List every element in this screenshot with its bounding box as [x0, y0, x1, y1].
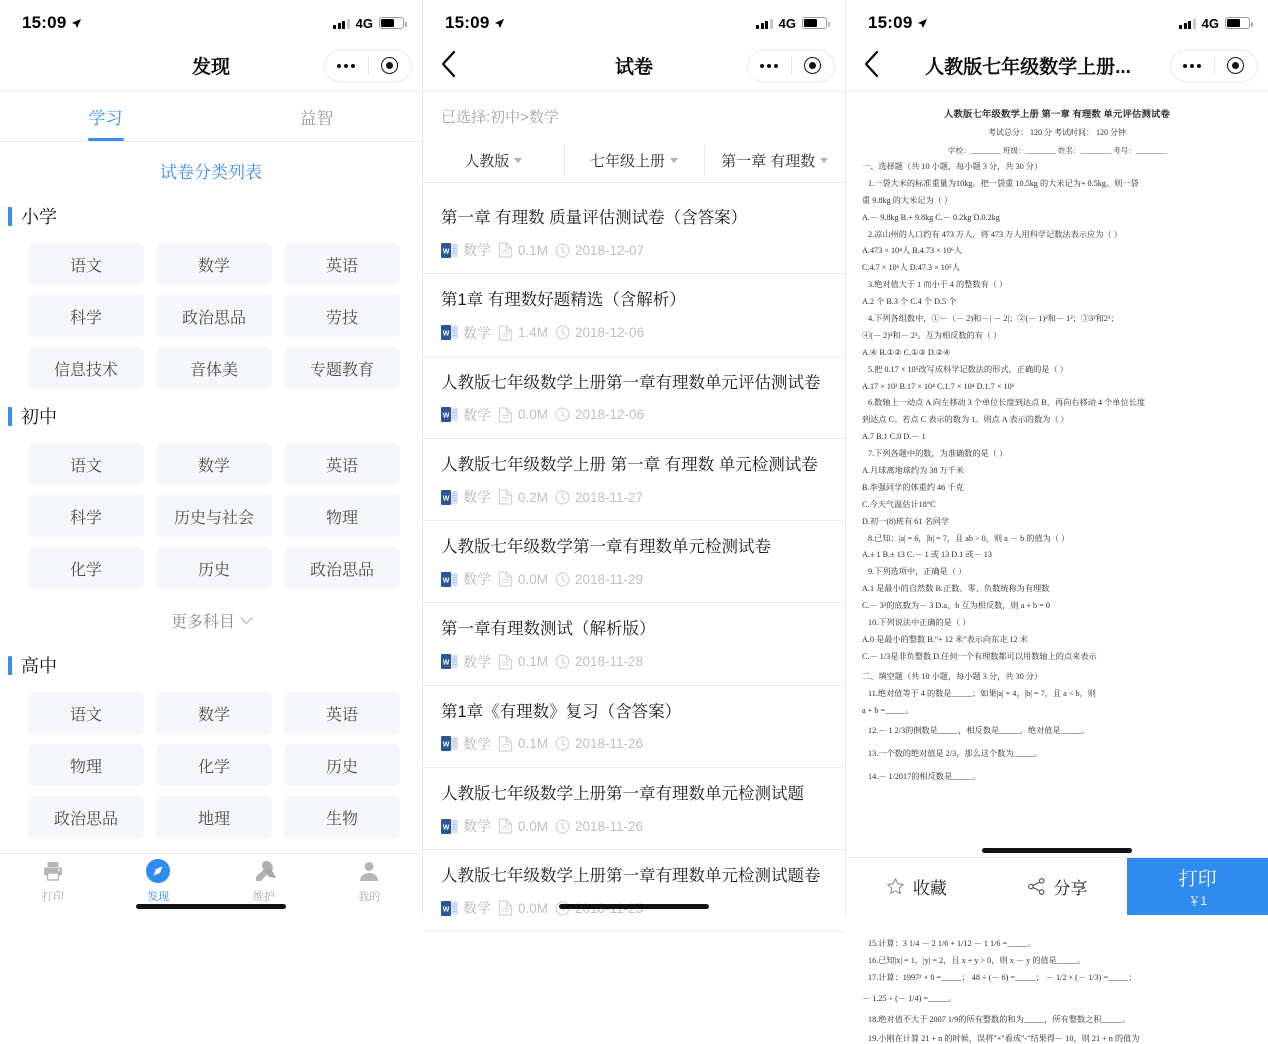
paper-line: A.月球离地球约为 38 万千米 — [862, 466, 965, 476]
doc-size: 0.1M — [518, 654, 549, 670]
paper-line: 18.绝对值不大于 2007 1/9的所有整数的和为_____，所有整数之积_____。 — [868, 1014, 1131, 1024]
clock-icon — [555, 243, 570, 258]
home-indicator — [136, 904, 286, 909]
location-arrow-icon — [494, 18, 505, 29]
doc-subject: 数学 — [463, 571, 491, 588]
chevron-down-icon — [240, 611, 253, 624]
print-label: 打印 — [1178, 869, 1217, 890]
doc-title: 第一章有理数测试（解析版） — [441, 620, 656, 639]
doc-meta — [441, 323, 827, 343]
list-item[interactable] — [423, 439, 845, 521]
share-icon — [1027, 877, 1046, 896]
doc-type — [441, 652, 491, 672]
selected-path-label: 已选择:初中>数学 — [441, 109, 559, 126]
paper-line: 16.已知|x| = 1，|y| = 2，且 x + y > 0，则 x － y 的值是_____。 — [868, 955, 1086, 965]
subject-chip[interactable]: 英语 — [284, 692, 400, 734]
subject-chip[interactable]: 政治思品 — [28, 796, 144, 838]
list-item[interactable] — [423, 274, 845, 356]
doc-date-group — [555, 243, 644, 258]
favorite-button[interactable] — [846, 858, 987, 915]
doc-size: 1.4M — [518, 325, 549, 341]
list-item[interactable] — [423, 192, 845, 274]
filter-publisher[interactable] — [423, 139, 564, 182]
page-title: 发现 — [191, 57, 230, 78]
paper-line: A.17 × 10³ B.17 × 10⁴ C.1.7 × 10⁴ D.1.7 × 10⁶ — [862, 381, 1015, 391]
word-icon — [441, 900, 458, 917]
subject-chip[interactable]: 英语 — [284, 243, 400, 285]
subject-chip[interactable]: 化学 — [156, 744, 272, 786]
doc-date: 2018-12-07 — [575, 242, 645, 258]
clock-icon — [555, 325, 570, 340]
subject-chip[interactable]: 英语 — [284, 443, 400, 485]
clock-icon — [555, 407, 570, 422]
section-name: 初中 — [21, 407, 57, 427]
share-button[interactable] — [987, 858, 1128, 915]
doc-title: 人教版七年级数学上册第一章有理数单元检测试题 — [441, 784, 804, 803]
doc-title: 人教版七年级数学上册第一章有理数单元评估测试卷 — [441, 373, 821, 392]
svg-text:W: W — [442, 412, 450, 420]
file-icon — [498, 325, 513, 341]
tabbar-item-print[interactable] — [0, 854, 106, 907]
doc-meta — [441, 240, 827, 260]
file-icon — [498, 818, 513, 834]
subject-chip[interactable]: 政治思品 — [284, 547, 400, 589]
status-right — [1179, 16, 1250, 31]
section-name: 小学 — [21, 207, 57, 227]
section-header-primary — [0, 197, 422, 239]
paper-line: C.－ 3²的底数为－ 3 D.a、b 互为相反数，则 a + b = 0 — [862, 601, 1050, 611]
target-icon[interactable] — [792, 57, 835, 74]
doc-date: 2018-11-26 — [575, 818, 644, 834]
list-item[interactable] — [423, 850, 845, 932]
svg-text:W: W — [442, 248, 450, 256]
tabbar-label: 打印 — [41, 890, 64, 903]
subject-chip[interactable]: 物理 — [284, 495, 400, 537]
list-item[interactable] — [423, 521, 845, 603]
doc-type — [441, 816, 491, 836]
battery-icon — [802, 17, 827, 29]
tab-study-label: 学习 — [88, 109, 123, 128]
svg-text:W: W — [442, 330, 450, 338]
subject-chip[interactable]: 科学 — [28, 495, 144, 537]
doc-size-group — [498, 407, 548, 423]
paper-line: A.± 1 B.± 13 C.－ 1 或 13 D.1 或－ 13 — [862, 550, 992, 560]
status-right — [756, 16, 827, 31]
clock-icon — [555, 654, 570, 669]
doc-date: 2018-12-06 — [575, 325, 645, 341]
doc-type — [441, 240, 491, 260]
status-bar — [846, 0, 1268, 40]
section-header-high — [0, 646, 422, 688]
filter-chapter[interactable] — [704, 139, 845, 182]
subject-chip[interactable]: 信息技术 — [28, 347, 144, 389]
tabbar-item-maintenance[interactable] — [211, 854, 317, 907]
tabbar-label: 维护 — [252, 890, 275, 903]
word-icon — [441, 489, 458, 506]
list-item[interactable] — [423, 603, 845, 685]
file-icon — [498, 571, 513, 587]
doc-date: 2018-12-06 — [575, 407, 645, 423]
paper-line: 重 9.8kg 的大米记为（ ） — [862, 195, 953, 205]
doc-date: 2018-11-26 — [575, 736, 644, 752]
network-label: 4G — [778, 15, 796, 31]
tabbar-item-discover[interactable] — [106, 854, 212, 907]
paper-line: 19.小刚在计算 21 + n 的时候，误将"+"看成"-"结果得－ 10，则 21 + n 的值为 — [868, 1033, 1140, 1043]
status-time-group — [22, 13, 82, 33]
paper-line: 3.绝对值大于 1 而小于 4 的整数有（ ） — [868, 280, 1008, 290]
doc-size: 0.1M — [518, 736, 549, 752]
doc-size: 0.2M — [518, 489, 549, 505]
paper-line: C.今天气温估计18°C — [862, 499, 936, 509]
person-icon — [357, 858, 381, 884]
doc-title: 人教版七年级数学第一章有理数单元检测试卷 — [441, 538, 771, 557]
paper-line: ④(－ 2)³和－ 2³。互为相反数的有（ ） — [862, 330, 1002, 340]
doc-date-group — [555, 572, 643, 587]
doc-date-group — [555, 325, 644, 340]
svg-text:W: W — [442, 906, 450, 914]
more-dots-icon[interactable] — [325, 64, 368, 68]
doc-title: 第1章《有理数》复习（含答案） — [441, 702, 682, 721]
file-icon — [498, 900, 513, 916]
subject-chip[interactable]: 政治思品 — [156, 295, 272, 337]
subject-chip[interactable]: 音体美 — [156, 347, 272, 389]
location-arrow-icon — [917, 18, 928, 29]
svg-text:W: W — [442, 659, 450, 667]
file-icon — [498, 736, 513, 752]
doc-type — [441, 569, 491, 589]
back-button[interactable] — [441, 51, 467, 81]
subject-grid-middle — [0, 439, 422, 597]
doc-title: 第一章 有理数 质量评估测试卷（含答案） — [441, 209, 748, 227]
list-title: 试卷分类列表 — [160, 163, 262, 182]
word-icon — [441, 735, 458, 752]
paper-line: A.－ 9.8kg B.+ 9.8kg C.－ 0.2kg D.0.2kg — [862, 212, 1000, 222]
status-bar — [0, 0, 422, 40]
doc-date-group — [555, 819, 643, 834]
signal-icon — [333, 18, 350, 29]
screen-discover — [0, 0, 423, 915]
doc-meta — [441, 652, 827, 672]
word-icon — [441, 324, 458, 341]
doc-subject: 数学 — [463, 735, 491, 752]
subject-chip[interactable]: 科学 — [28, 295, 144, 337]
status-time: 15:09 — [445, 13, 490, 32]
tab-study[interactable] — [0, 92, 211, 141]
print-button[interactable] — [1127, 858, 1268, 915]
status-right — [333, 16, 404, 31]
subject-grid-high — [0, 688, 422, 846]
doc-type — [441, 734, 491, 754]
paper-title: 人教版七年级数学上册 第一章 有理数 单元评估测试卷 — [943, 110, 1170, 120]
wechat-capsule — [747, 50, 835, 82]
subject-chip[interactable]: 劳技 — [284, 295, 400, 337]
filter-bar — [423, 139, 845, 183]
signal-icon — [756, 18, 773, 29]
doc-size-group — [498, 325, 548, 341]
target-icon[interactable] — [1215, 57, 1258, 74]
paper-line: 8.已知：|a| = 6，|b| = 7，且 ab > 0，则 a － b 的值为（ ） — [868, 533, 1070, 543]
paper-line: A.0 是最小的整数 B."+ 12 米"表示向东走 12 米 — [862, 634, 1028, 644]
print-price: ￥1 — [1188, 894, 1208, 908]
doc-date: 2018-11-27 — [575, 489, 644, 505]
word-icon — [441, 818, 458, 835]
subject-chip[interactable]: 历史 — [156, 547, 272, 589]
chevron-down-icon — [670, 158, 678, 163]
segment-tabs — [0, 92, 422, 142]
clock-icon — [555, 572, 570, 587]
doc-date-group — [555, 654, 643, 669]
doc-size-group — [498, 900, 548, 916]
home-indicator — [982, 848, 1132, 853]
paper-line: 2.凉山州的人口约有 473 万人，将 473 万人用科学记数法表示应为（ ） — [868, 229, 1122, 239]
paper-line: 一、选择题（共 10 小题，每小题 3 分，共 30 分） — [862, 162, 1043, 171]
status-bar — [423, 0, 845, 40]
doc-date-group — [555, 407, 644, 422]
paper-line: 6.数轴上一动点 A 向左移动 3 个单位长度到达点 B，再向右移动 4 个单位长度 — [868, 398, 1146, 408]
category-scroll[interactable] — [0, 142, 422, 853]
document-list[interactable] — [423, 192, 845, 915]
paper-line: A.2 个 B.3 个 C.4 个 D.5 个 — [862, 297, 957, 307]
compass-icon — [145, 858, 171, 884]
word-icon — [441, 653, 458, 670]
nav-bar-paper-list — [423, 40, 845, 92]
paper-line: 1.一袋大米的标准重量为10kg。把一袋重 10.5kg 的大米记为+ 0.5kg。则一袋 — [868, 178, 1139, 188]
doc-type — [441, 323, 491, 343]
doc-subject: 数学 — [463, 406, 491, 423]
doc-meta — [441, 487, 827, 507]
word-icon — [441, 406, 458, 423]
doc-size-group — [498, 654, 548, 670]
subject-chip[interactable]: 地理 — [156, 796, 272, 838]
signal-icon — [1179, 18, 1196, 29]
chevron-left-icon — [441, 51, 456, 77]
more-dots-icon[interactable] — [748, 64, 791, 68]
wrench-icon — [251, 858, 277, 884]
nav-bar-preview — [846, 40, 1268, 92]
paper-line: B.李强同学的体重约 46 千克 — [862, 482, 964, 492]
doc-subject: 数学 — [463, 900, 491, 917]
paper-line: D.初一(8)班有 61 名同学 — [862, 516, 950, 526]
paper-line: A.7 B.1 C.0 D.－ 1 — [862, 432, 926, 442]
doc-subject: 数学 — [463, 489, 491, 506]
doc-size: 0.0M — [518, 407, 549, 423]
list-item[interactable] — [423, 768, 845, 850]
clock-icon — [555, 819, 570, 834]
subject-chip[interactable]: 语文 — [28, 692, 144, 734]
doc-size-group — [498, 242, 548, 258]
share-label: 分享 — [1053, 879, 1088, 898]
doc-size-group — [498, 571, 548, 587]
doc-date: 2018-11-29 — [575, 571, 644, 587]
subject-chip[interactable]: 数学 — [156, 443, 272, 485]
section-accent-bar — [8, 656, 12, 675]
doc-title: 人教版七年级数学上册 第一章 有理数 单元检测试卷 — [441, 455, 818, 474]
subject-chip[interactable]: 专题教育 — [284, 347, 400, 389]
subject-chip[interactable]: 数学 — [156, 243, 272, 285]
section-accent-bar — [8, 207, 12, 226]
home-indicator — [559, 904, 709, 909]
doc-title: 人教版七年级数学上册第一章有理数单元检测试题卷 — [441, 867, 821, 886]
favorite-label: 收藏 — [912, 879, 947, 898]
tabbar-label: 我的 — [358, 890, 381, 903]
list-item[interactable] — [423, 686, 845, 768]
word-icon — [441, 571, 458, 588]
section-name: 高中 — [21, 656, 57, 676]
doc-size: 0.0M — [518, 900, 549, 916]
nav-bar-discover — [0, 40, 422, 92]
star-icon — [886, 877, 905, 896]
subject-chip[interactable]: 物理 — [28, 744, 144, 786]
doc-size-group — [498, 736, 548, 752]
paper-line: 11.绝对值等于 4 的数是_____；如果|a| = 4，|b| = 7，且 a < b，则 — [868, 688, 1096, 698]
word-icon — [441, 242, 458, 259]
file-icon — [498, 654, 513, 670]
section-accent-bar — [8, 407, 12, 426]
paper-line: A.473 × 10⁴人 B.4.73 × 10⁶人 — [862, 246, 963, 256]
subject-grid-primary — [0, 239, 422, 397]
doc-meta — [441, 569, 827, 589]
filter-grade[interactable] — [564, 139, 705, 182]
status-time-group — [868, 13, 928, 33]
file-icon — [498, 242, 513, 258]
page-title: 试卷 — [614, 57, 653, 78]
paper-fields: 学校：________ 班级：________ 姓名：________ 考号：________ — [947, 146, 1167, 155]
paper-line: 14.－ 1/2017的相反数是_____。 — [868, 772, 981, 782]
doc-meta — [441, 405, 827, 425]
paper-line: 二、填空题（共 10 小题，每小题 3 分，共 30 分） — [862, 671, 1043, 681]
svg-text:W: W — [442, 495, 450, 503]
doc-meta — [441, 734, 827, 754]
paper-line: 12.－ 1 2/3的倒数是_____，相反数是_____，绝对值是_____。 — [868, 726, 1090, 736]
paper-line: － 1.25 ÷ (－ 1/4) =_____。 — [862, 993, 957, 1003]
svg-text:W: W — [442, 577, 450, 585]
tab-puzzle[interactable] — [211, 92, 422, 141]
chevron-left-icon — [864, 51, 879, 77]
paper-line: 5.把 0.17 × 10⁵改写成科学记数法的形式，正确的是（ ） — [868, 364, 1068, 374]
doc-type — [441, 898, 491, 918]
wechat-capsule — [324, 50, 412, 82]
clock-icon — [555, 490, 570, 505]
wechat-capsule — [1170, 50, 1258, 82]
doc-title: 第1章 有理数好题精选（含解析） — [441, 291, 686, 310]
subject-chip[interactable]: 数学 — [156, 692, 272, 734]
paper-line: A.1 是最小的自然数 B.正数、零、负数统称为有理数 — [862, 584, 1050, 594]
subject-chip[interactable]: 历史与社会 — [156, 495, 272, 537]
back-button[interactable] — [864, 51, 890, 81]
doc-meta — [441, 816, 827, 836]
doc-size: 0.0M — [518, 818, 549, 834]
paper-subtitle: 考试总分： 120 分 考试时间： 120 分钟 — [988, 128, 1126, 137]
battery-icon — [379, 17, 404, 29]
paper-line: 17.计算：1997² × 0 =_____； 48 ÷ (－ 6) =_____； － 1/2 × (－ 1/3) =_____； — [868, 972, 1137, 982]
target-icon[interactable] — [369, 57, 412, 74]
doc-date: 2018-11-28 — [575, 654, 644, 670]
paper-line: C.－ 1/3是非负整数 D.任何一个有理数都可以用数轴上的点来表示 — [862, 651, 1097, 661]
chevron-down-icon — [514, 158, 522, 163]
doc-subject: 数学 — [463, 242, 491, 259]
battery-icon — [1225, 17, 1250, 29]
paper-line: A.④ B.①② C.①③ D.②④ — [862, 347, 951, 357]
paper-line: 4.下列各组数中，①－（－ 2)和－| － 2|；②(－ 1)²和－ 1²；③3²和2³； — [868, 314, 1119, 324]
network-label: 4G — [355, 15, 373, 31]
svg-text:W: W — [442, 824, 450, 832]
svg-text:W: W — [442, 741, 450, 749]
doc-size-group — [498, 489, 548, 505]
more-subjects-button[interactable] — [0, 597, 422, 646]
doc-date-group — [555, 736, 643, 751]
page-title: 人教版七年级数学上册... — [925, 57, 1131, 78]
status-time: 15:09 — [22, 13, 67, 32]
paper-line: 13.一个数的绝对值是 2/3，那么这个数为_____。 — [868, 749, 1043, 759]
doc-subject: 数学 — [463, 324, 491, 341]
paper-line: 9.下列选项中，正确是（ ） — [868, 567, 967, 577]
doc-size: 0.1M — [518, 242, 549, 258]
subject-chip[interactable]: 历史 — [284, 744, 400, 786]
paper-line: C.4.7 × 10⁶人 D.47.3 × 10⁵人 — [862, 263, 960, 273]
doc-type — [441, 487, 491, 507]
chevron-down-icon — [820, 158, 828, 163]
paper-line: a + b =_____。 — [862, 705, 914, 715]
screen-paper-preview — [846, 0, 1268, 1043]
doc-size-group — [498, 818, 548, 834]
paper-line: 15.计算：3 1/4 － 2 1/6 + 1/12 － 1 1/6 =_____。 — [868, 939, 1036, 949]
paper-line: 7.下列各题中的数，为准确数的是（ ） — [868, 449, 1008, 459]
doc-subject: 数学 — [463, 653, 491, 670]
status-time: 15:09 — [868, 13, 913, 32]
clock-icon — [555, 736, 570, 751]
section-header-middle — [0, 397, 422, 439]
doc-subject: 数学 — [463, 818, 491, 835]
location-arrow-icon — [71, 18, 82, 29]
doc-type — [441, 405, 491, 425]
file-icon — [498, 489, 513, 505]
status-time-group — [445, 13, 505, 33]
filter-publisher-label: 人教版 — [464, 153, 510, 170]
tabbar-item-profile[interactable] — [317, 854, 423, 907]
list-item[interactable] — [423, 357, 845, 439]
network-label: 4G — [1201, 15, 1219, 31]
filter-grade-label: 七年级上册 — [590, 153, 666, 170]
subject-chip[interactable]: 语文 — [28, 243, 144, 285]
filter-chapter-label: 第一章 有理数 — [721, 153, 816, 170]
paper-line: 10.下列说法中正确的是（ ） — [868, 618, 971, 628]
subject-chip[interactable]: 生物 — [284, 796, 400, 838]
more-subjects-label: 更多科目 — [170, 614, 235, 631]
doc-size: 0.0M — [518, 571, 549, 587]
tabbar-label: 发现 — [147, 890, 170, 903]
doc-date-group — [555, 490, 643, 505]
more-dots-icon[interactable] — [1171, 64, 1214, 68]
printer-icon — [41, 858, 65, 884]
paper-line: 到达点 C。若点 C 表示的数为 1。则点 A 表示的数为（ ） — [862, 415, 1069, 425]
subject-chip[interactable]: 化学 — [28, 547, 144, 589]
file-icon — [498, 407, 513, 423]
subject-chip[interactable]: 语文 — [28, 443, 144, 485]
screen-paper-list — [423, 0, 846, 915]
action-bar — [846, 857, 1268, 915]
tab-puzzle-label: 益智 — [299, 109, 334, 128]
